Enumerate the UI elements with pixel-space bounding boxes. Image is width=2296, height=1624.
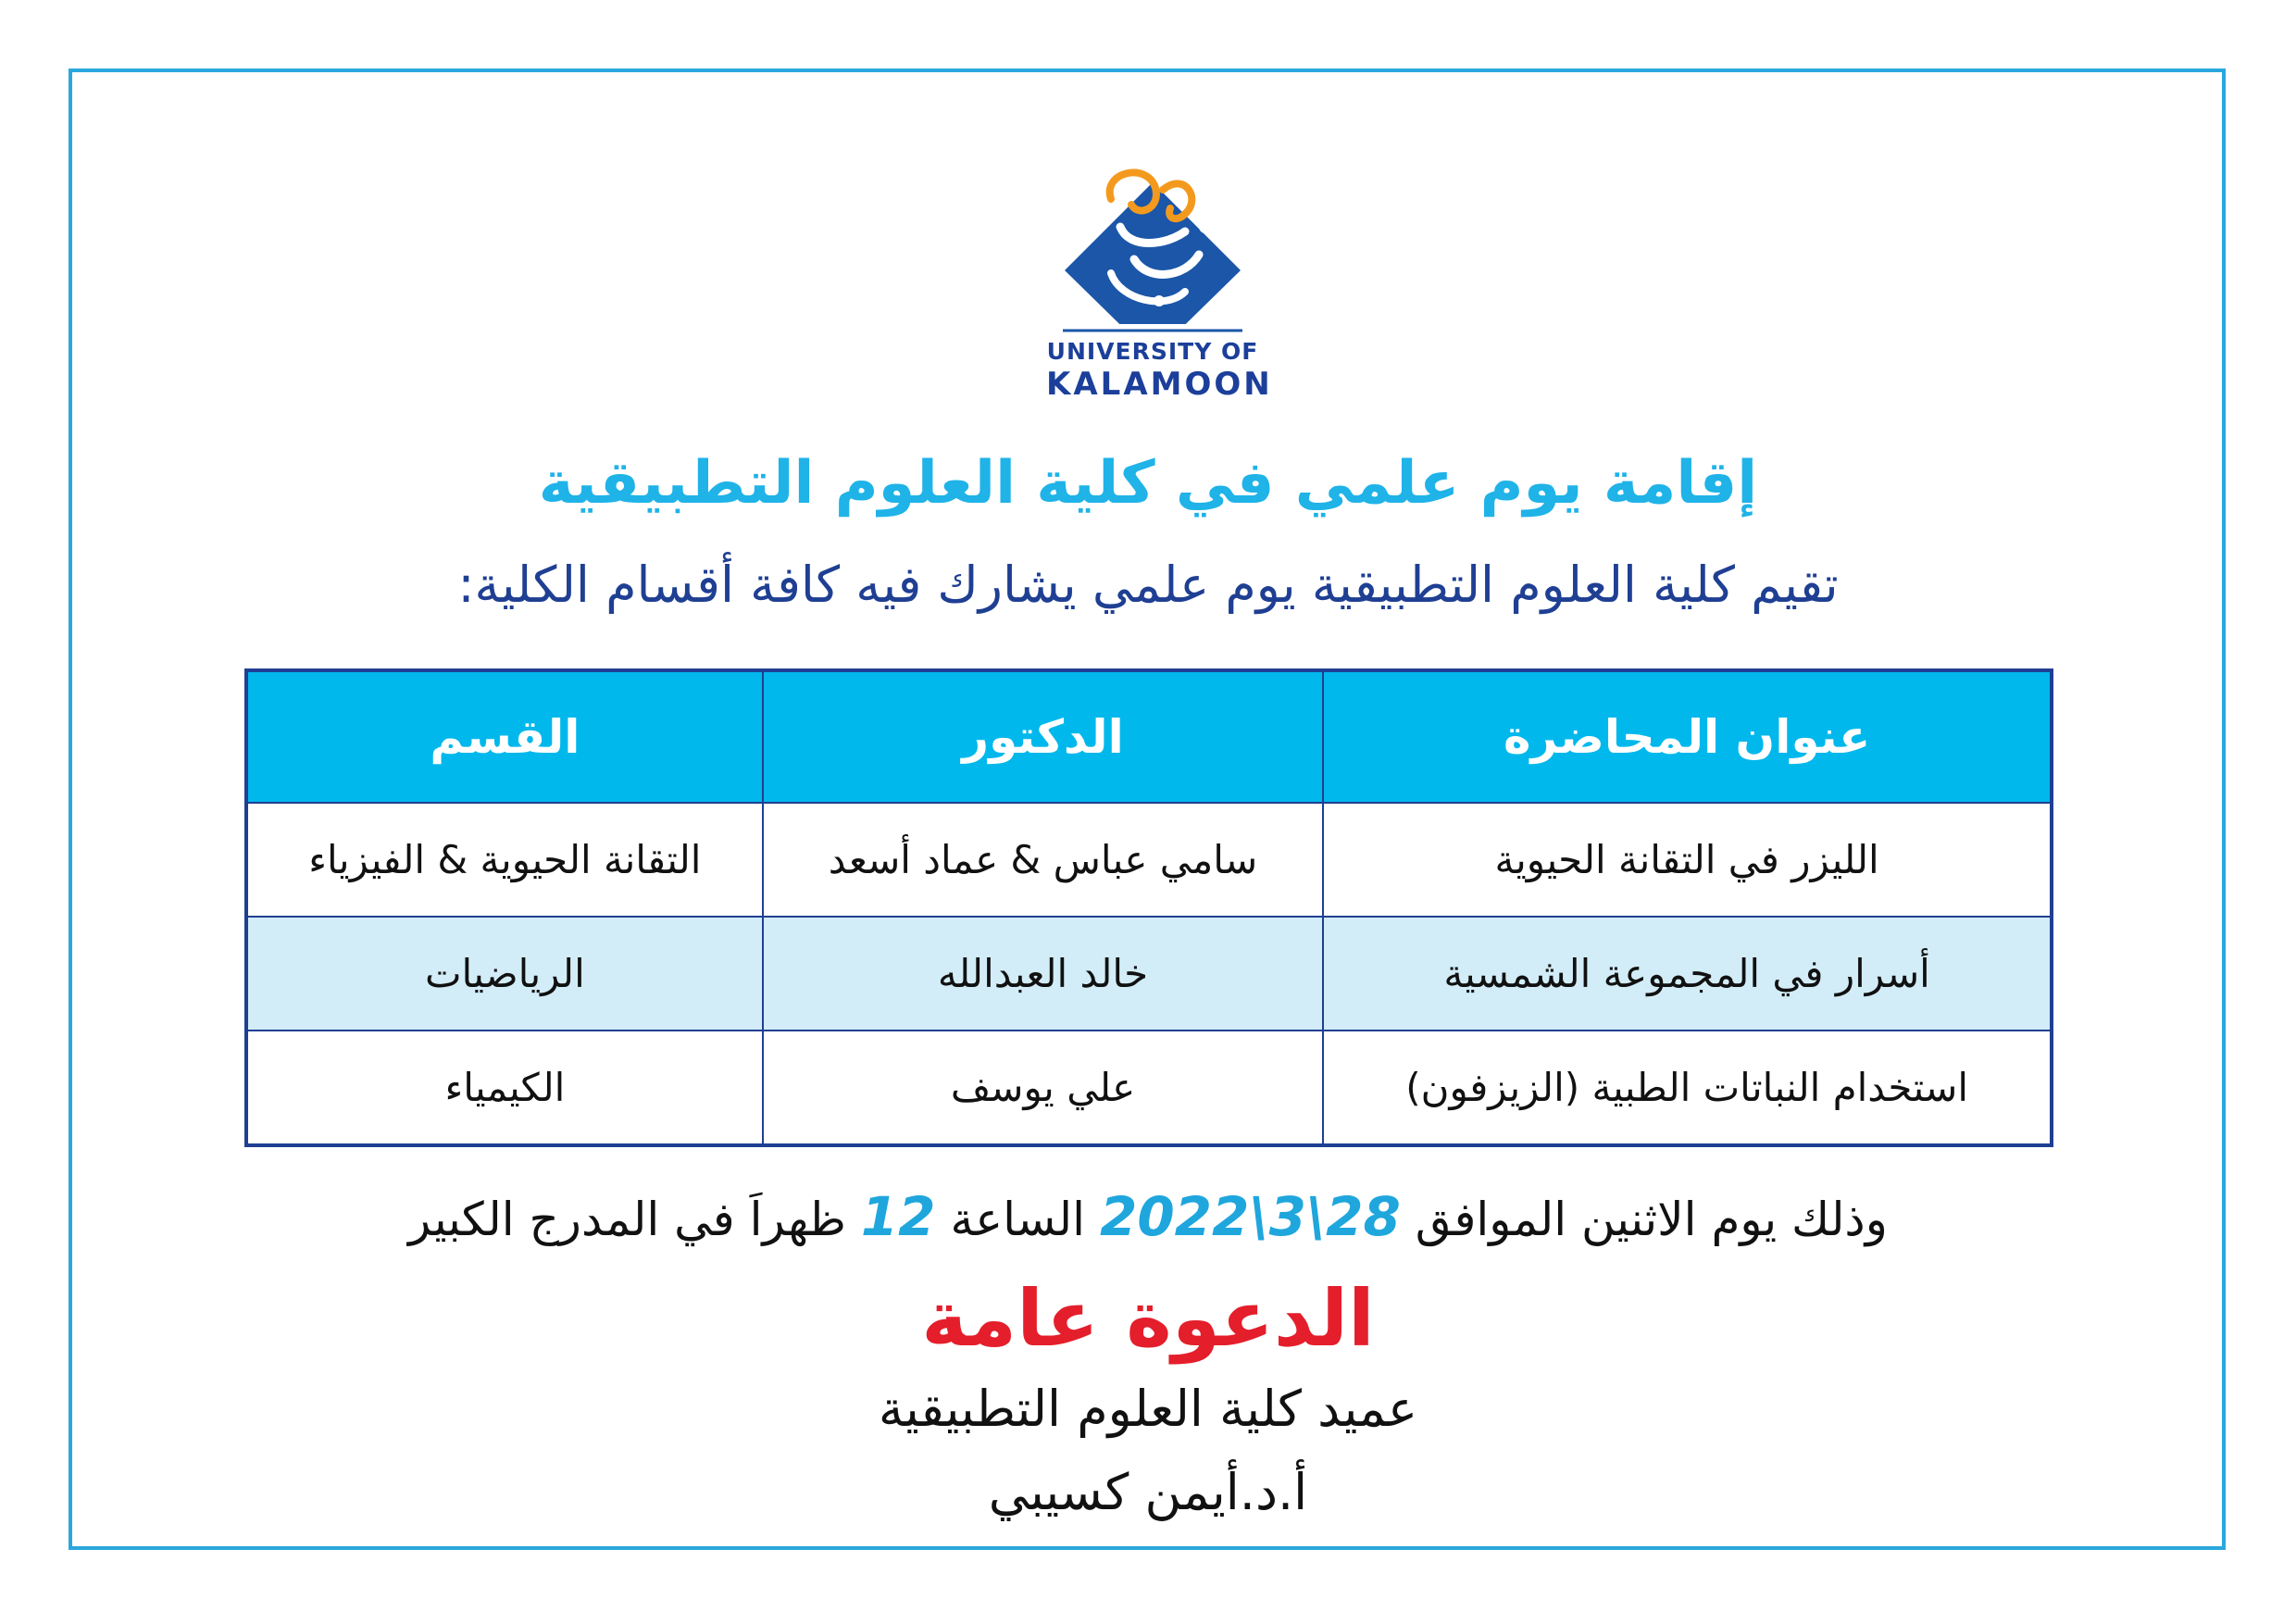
cell-department: الكيمياء [246, 1031, 763, 1145]
cell-department: التقانة الحيوية & الفيزياء [246, 803, 763, 917]
schedule-prefix: وذلك يوم الاثنين الموافق [1415, 1193, 1888, 1246]
logo-line-1: UNIVERSITY OF [1046, 338, 1259, 365]
signature-role: عميد كلية العلوم التطبيقية [878, 1380, 1418, 1438]
signature-name: أ.د.أيمن كسيبي [988, 1463, 1308, 1521]
cell-lecture-title: أسرار في المجموعة الشمسية [1323, 917, 2052, 1031]
schedule-suffix: ظهراَ في المدرج الكبير [408, 1193, 846, 1246]
lectures-table [244, 668, 2053, 1147]
schedule-time-word: الساعة [950, 1193, 1086, 1246]
logo-line-2: KALAMOON [1046, 366, 1273, 403]
page-subtitle: تقيم كلية العلوم التطبيقية يوم علمي يشارك فيه كافة أقسام الكلية: [457, 556, 1839, 614]
cell-doctor: سامي عباس & عماد أسعد [763, 803, 1324, 917]
public-invitation: الدعوة عامة [921, 1273, 1375, 1364]
page-title: إقامة يوم علمي في كلية العلوم التطبيقية [538, 449, 1758, 518]
cell-lecture-title: الليزر في التقانة الحيوية [1323, 803, 2052, 917]
header-department: القسم [246, 670, 763, 803]
cell-doctor: علي يوسف [763, 1031, 1324, 1145]
university-logo [1046, 162, 1273, 403]
cell-department: الرياضيات [246, 917, 763, 1031]
table-row [246, 1031, 2052, 1145]
table-row [246, 917, 2052, 1031]
logo-emblem-icon [1046, 162, 1259, 338]
table-row [246, 803, 2052, 917]
cell-lecture-title: استخدام النباتات الطبية (الزيزفون) [1323, 1031, 2052, 1145]
header-lecture-title: عنوان المحاضرة [1323, 670, 2052, 803]
event-date: 2022\3\28 [1099, 1185, 1401, 1248]
event-time: 12 [860, 1185, 936, 1248]
event-schedule [130, 1185, 2166, 1248]
table-header-row [246, 670, 2052, 803]
cell-doctor: خالد العبدالله [763, 917, 1324, 1031]
header-doctor: الدكتور [763, 670, 1324, 803]
